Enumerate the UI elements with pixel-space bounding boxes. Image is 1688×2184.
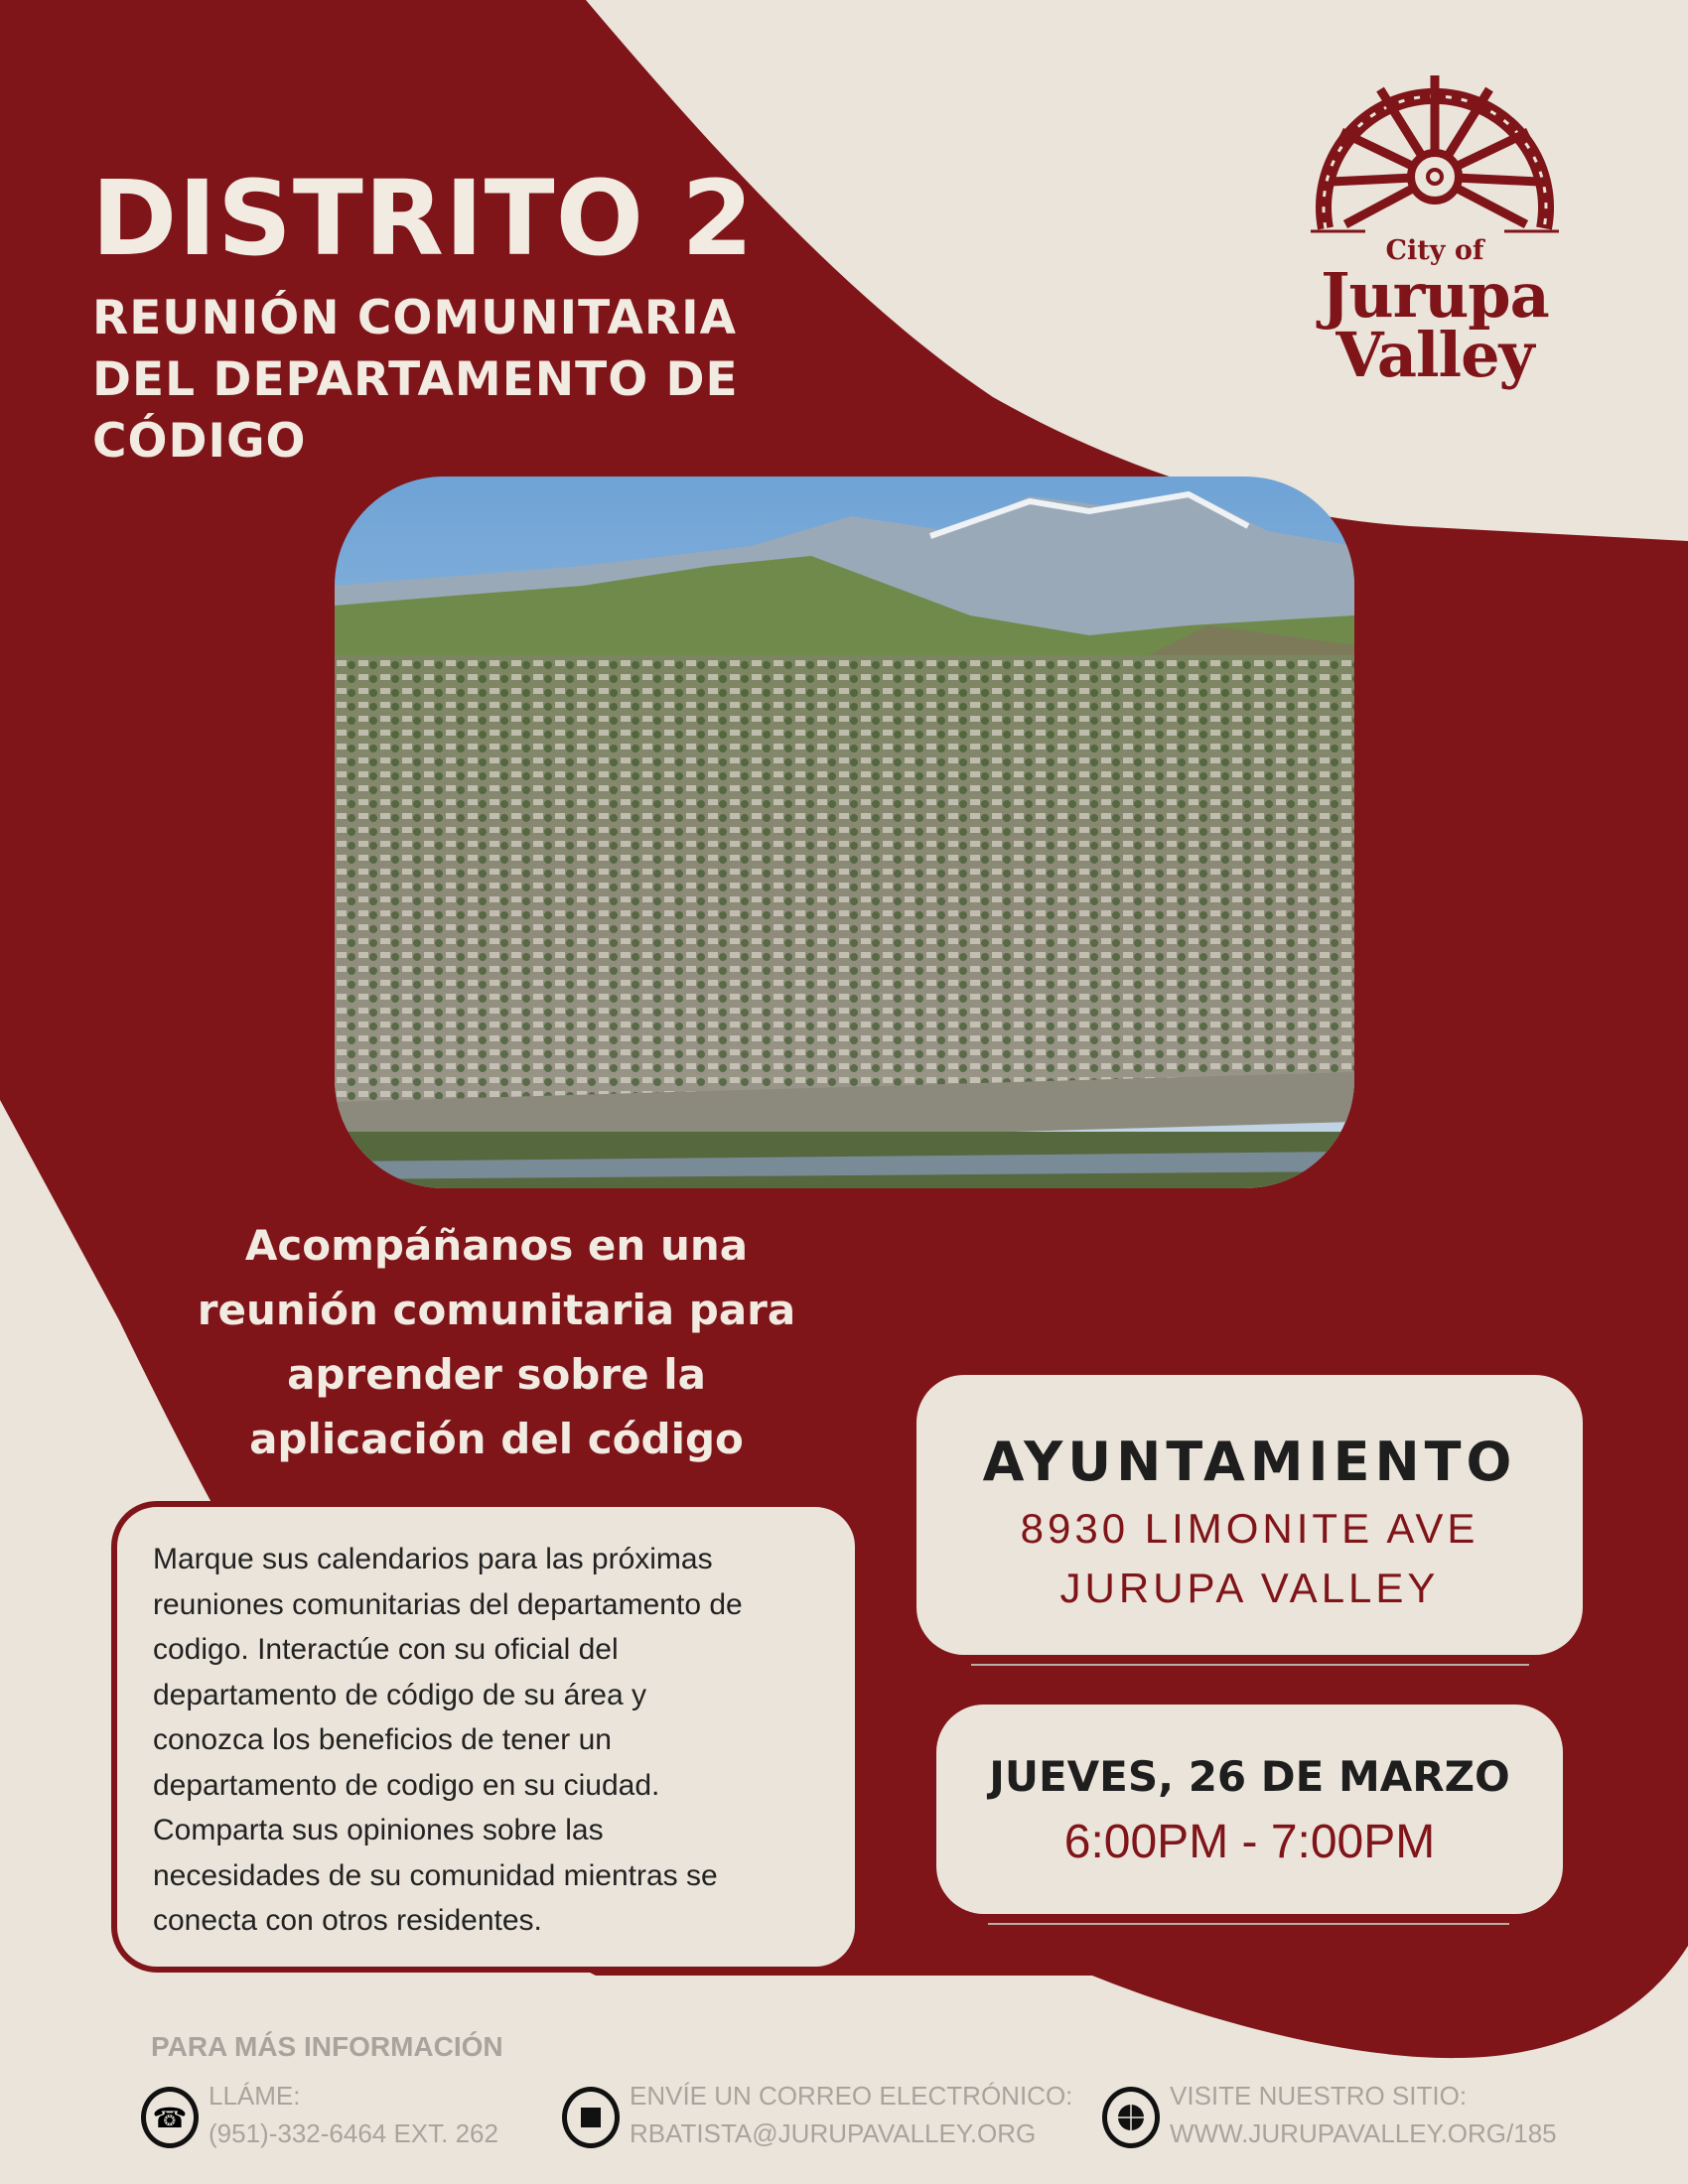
city-logo [1296,48,1574,391]
globe-icon [1102,2087,1160,2148]
description-line: departamento de codigo en su ciudad. [153,1768,660,1802]
logo-text-city-of: City of [1385,235,1484,266]
logo-text-valley: Valley [1336,319,1534,391]
contact-value[interactable]: WWW.JURUPAVALLEY.ORG/185 [1170,2118,1557,2148]
description-line: departamento de código de su área y [153,1678,647,1711]
contact-label: ENVÍE UN CORREO ELECTRÓNICO: [630,2081,1073,2111]
contact-value[interactable]: (951)-332-6464 EXT. 262 [209,2118,498,2148]
invite-line: aprender sobre la [287,1350,706,1399]
contact-email [562,2077,1072,2152]
invite-line: aplicación del código [249,1415,744,1463]
page-subtitle [92,288,887,473]
invite-line: reunión comunitaria para [197,1286,796,1334]
venue-card [916,1375,1583,1655]
venue-address-line1: 8930 LIMONITE AVE [1020,1505,1479,1552]
divider [988,1923,1509,1925]
contact-website [1102,2077,1557,2152]
description-box [111,1501,861,1973]
description-line: necesidades de su comunidad mientras se [153,1858,718,1892]
description-line: conozca los beneficios de tener un [153,1723,612,1756]
subtitle-line: DEL DEPARTAMENTO DE [92,352,739,407]
venue-name: AYUNTAMIENTO [982,1431,1517,1493]
description-line: codigo. Interactúe con su oficial del [153,1633,619,1666]
page-title: DISTRITO 2 [91,158,755,279]
divider [971,1664,1529,1666]
subtitle-line: REUNIÓN COMUNITARIA [92,291,737,345]
contact-phone [141,2077,498,2152]
phone-icon: ☎ [141,2087,199,2148]
invite-line: Acompáñanos en una [244,1221,749,1270]
description-line: Marque sus calendarios para las próximas [153,1543,713,1575]
description-line: reuniones comunitarias del departamento de [153,1587,743,1621]
subtitle-line: CÓDIGO [92,414,307,469]
logo-text-jurupa: Jurupa [1321,259,1549,332]
email-icon [562,2087,620,2148]
aerial-city-photo [335,477,1354,1188]
wagon-wheel-icon [1306,48,1564,236]
contact-label: LLÁME: [209,2081,301,2111]
contact-label: VISITE NUESTRO SITIO: [1170,2081,1468,2111]
contact-value[interactable]: RBATISTA@JURUPAVALLEY.ORG [630,2118,1037,2148]
description-line: conecta con otros residentes. [153,1904,542,1937]
description-line: Comparta sus opiniones sobre las [153,1814,604,1846]
event-day: JUEVES, 26 DE MARZO [989,1752,1510,1801]
invitation-text [149,1213,844,1471]
venue-address-line2: JURUPA VALLEY [1059,1565,1440,1611]
date-card [936,1705,1563,1914]
event-time: 6:00PM - 7:00PM [1063,1816,1436,1868]
footer-title: PARA MÁS INFORMACIÓN [151,2031,503,2062]
